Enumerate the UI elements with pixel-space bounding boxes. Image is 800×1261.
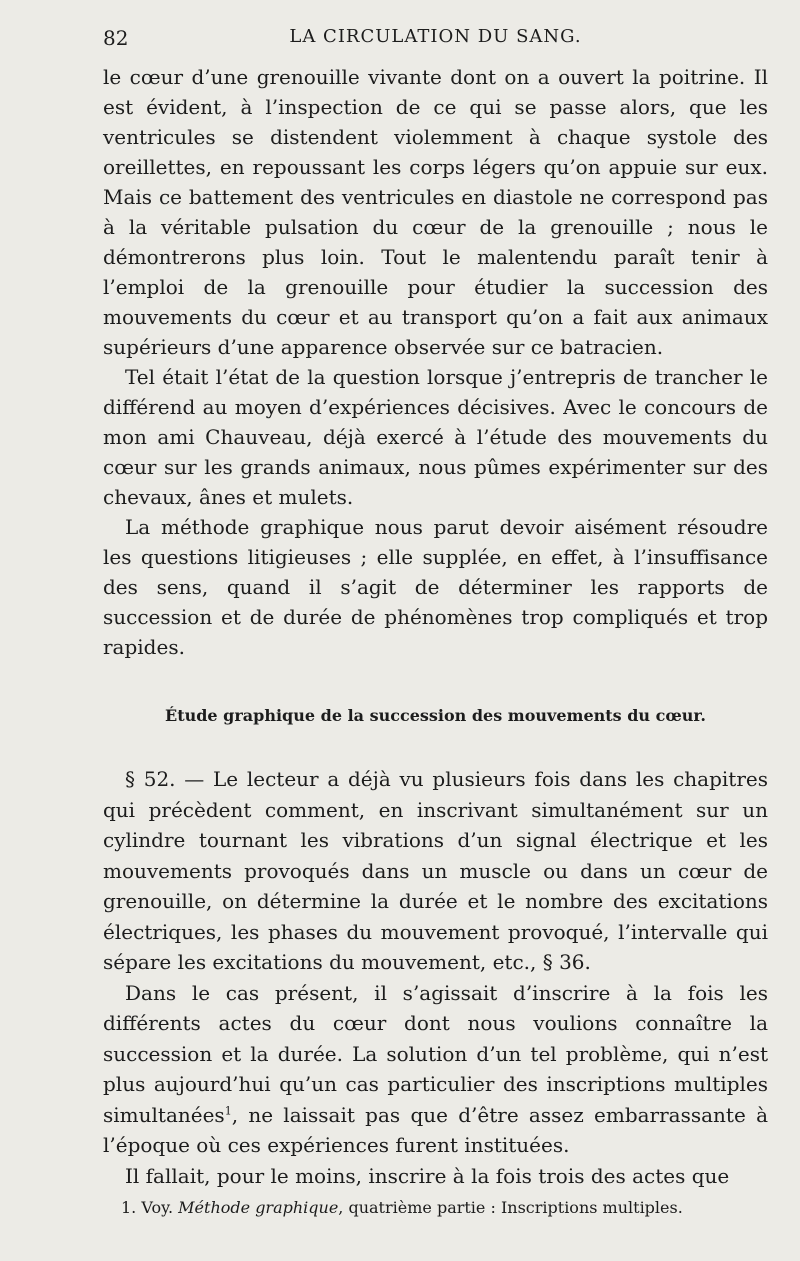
page-header [103,26,768,56]
main-text-top [103,62,768,662]
paragraph: La méthode graphique nous parut devoir aisément résoudre les questions litigieuses ; elle supplée, en effet, à l’insuffisance des sens, quand il s’agit de déterminer les rapports de succession et de durée de phénomènes trop compliqués et trop rapides. [103,515,768,659]
footnote-ref: 1 [224,1103,232,1117]
main-text-bottom [103,764,768,1191]
footnote-title: Méthode graphique [178,1198,339,1217]
paragraph: Il fallait, pour le moins, inscrire à la fois trois des actes que [125,1163,730,1188]
paragraph [103,978,768,1161]
footnote-suffix: , quatrième partie : Inscriptions multiples. [338,1198,683,1217]
paragraph: § 52. — Le lecteur a déjà vu plusieurs fois dans les chapitres qui précèdent comment, en inscrivant simultanément sur un cylindre tournant les vibrations d’un signal électrique et les mouvements provoqués dans un muscle ou dans un cœur de grenouille, on détermine la durée et le nombre des excitations électriques, les phases du mouvement provoqué, l’intervalle qui sépare les excitations du mouvement, etc., § 36. [103,767,768,974]
page-number: 82 [103,26,129,50]
footnote-prefix: 1. Voy. [121,1198,174,1217]
paragraph: Tel était l’état de la question lorsque j’entrepris de trancher le différend au moyen d’expériences décisives. Avec le concours de mon ami Chauveau, déjà exercé à l’étude des mouvements du cœur sur les grands animaux, nous pûmes expérimenter sur des chevaux, ânes et mulets. [103,365,768,509]
running-title: LA CIRCULATION DU SANG. [289,26,582,47]
footnote [103,1198,768,1217]
paragraph-text: Dans le cas présent, il s’agissait d’inscrire à la fois les différents actes du cœur dont nous voulions connaître la succession et la durée. La solution d’un tel problème, qui n’est plus aujourd’hui qu’un cas particulier des inscriptions multiples simultanées [103,980,768,1127]
paragraph: le cœur d’une grenouille vivante dont on a ouvert la poitrine. Il est évident, à l’inspection de ce qui se passe alors, que les ventricules se distendent violemment à chaque systole des oreillettes, en repoussant les corps légers qu’on appuie sur eux. Mais ce battement des ventricules en diastole ne correspond pas à la véritable pulsation du cœur de la grenouille ; nous le démontrerons plus loin. Tout le malentendu paraît tenir à l’emploi de la grenouille pour étudier la succession des mouvements du cœur et au transport qu’on a fait aux animaux supérieurs d’une apparence observée sur ce batracien. [103,65,768,359]
section-heading: Étude graphique de la succession des mouvements du cœur. [165,706,706,725]
paragraph-text: , ne laissait pas que d’être assez embarrassante à l’époque où ces expériences furent instituées. [103,1102,768,1157]
